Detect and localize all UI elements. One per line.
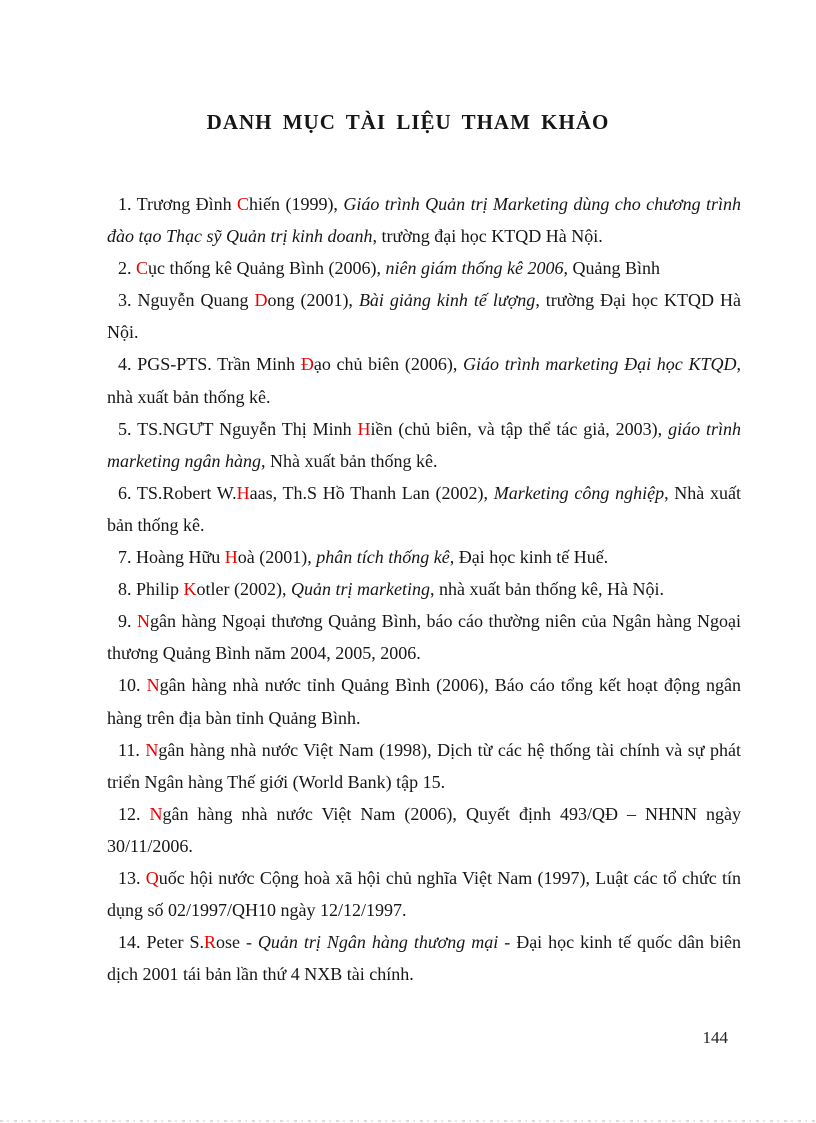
reference-segment: hiến (1999), bbox=[249, 194, 344, 214]
reference-highlight-letter: Đ bbox=[300, 354, 314, 375]
reference-segment: giáo trình marketing ngân hàng bbox=[107, 418, 741, 471]
reference-segment: Giáo trình Quản trị Marketing dùng cho chương trình đào tạo Thạc sỹ Quản trị kinh doanh bbox=[107, 194, 741, 247]
reference-highlight-letter: H bbox=[236, 482, 250, 503]
reference-segment: Marketing công nghiệp bbox=[493, 482, 665, 503]
page-number: 144 bbox=[702, 1028, 728, 1047]
reference-item bbox=[107, 798, 741, 862]
reference-segment: , Nhà xuất bản thống kê. bbox=[107, 482, 741, 535]
reference-highlight-letter: C bbox=[237, 194, 250, 214]
reference-segment: 4. PGS-PTS. Trần Minh bbox=[118, 354, 301, 375]
reference-highlight-letter: K bbox=[183, 579, 197, 600]
scan-artifact-line bbox=[0, 1120, 816, 1122]
reference-highlight-letter: N bbox=[145, 739, 159, 760]
reference-segment: , trường đại học KTQD Hà Nội. bbox=[372, 226, 603, 247]
reference-segment: oà (2001), bbox=[237, 547, 317, 568]
reference-segment: , trường Đại học KTQD Hà Nội. bbox=[107, 290, 741, 343]
reference-segment: 14. Peter S. bbox=[118, 932, 204, 953]
reference-segment: gân hàng nhà nước tỉnh Quảng Bình (2006), Báo cáo tổng kết hoạt động ngân hàng trên địa bàn tỉnh Quảng Bình. bbox=[107, 675, 741, 728]
reference-highlight-letter: D bbox=[254, 290, 268, 311]
reference-segment: 9. bbox=[118, 611, 137, 632]
reference-segment: Quản trị Ngân hàng thương mại bbox=[257, 932, 499, 953]
reference-highlight-letter: R bbox=[203, 932, 216, 953]
reference-item bbox=[107, 605, 741, 669]
reference-segment: gân hàng Ngoại thương Quảng Bình, báo cáo thường niên của Ngân hàng Ngoại thương Quảng Bình năm 2004, 2005, 2006. bbox=[107, 611, 742, 664]
reference-segment: 6. TS.Robert W. bbox=[118, 482, 237, 503]
reference-segment: , Nhà xuất bản thống kê. bbox=[260, 450, 438, 471]
references-list bbox=[107, 188, 741, 990]
reference-segment: 13. bbox=[118, 867, 146, 888]
reference-highlight-letter: Q bbox=[145, 867, 159, 888]
reference-highlight-letter: H bbox=[224, 547, 238, 568]
reference-segment: , nhà xuất bản thống kê. bbox=[107, 354, 741, 407]
reference-segment: , Đại học kinh tế Huế. bbox=[449, 547, 609, 568]
reference-item bbox=[107, 477, 741, 541]
reference-segment: Quản trị marketing bbox=[291, 579, 430, 600]
reference-item bbox=[107, 348, 741, 412]
reference-segment: 10. bbox=[118, 675, 147, 696]
reference-item bbox=[107, 669, 741, 733]
reference-segment: , nhà xuất bản thống kê, Hà Nội. bbox=[430, 579, 664, 600]
reference-segment: ạo chủ biên (2006), bbox=[313, 354, 464, 375]
reference-segment: Giáo trình marketing Đại học KTQD bbox=[463, 354, 737, 375]
reference-highlight-letter: H bbox=[357, 418, 371, 439]
reference-highlight-letter: N bbox=[149, 803, 163, 824]
reference-item bbox=[107, 926, 741, 990]
reference-segment: ose - bbox=[215, 932, 258, 953]
reference-segment: uốc hội nước Cộng hoà xã hội chủ nghĩa Việt Nam (1997), Luật các tổ chức tín dụng số 02/1997/QH10 ngày 12/12/1997. bbox=[107, 867, 741, 921]
reference-item bbox=[107, 252, 741, 284]
page-title: DANH MỤC TÀI LIỆU THAM KHẢO bbox=[206, 110, 610, 134]
reference-item bbox=[107, 734, 741, 798]
reference-item bbox=[107, 541, 741, 573]
reference-item bbox=[107, 188, 741, 252]
reference-segment: 12. bbox=[118, 803, 150, 824]
reference-segment: , Quảng Bình bbox=[563, 258, 660, 279]
reference-segment: - Đại học kinh tế quốc dân biên dịch 2001 tái bản lần thứ 4 NXB tài chính. bbox=[107, 932, 741, 985]
reference-segment: 8. Philip bbox=[118, 579, 184, 600]
reference-segment: 3. Nguyễn Quang bbox=[118, 290, 255, 311]
reference-highlight-letter: N bbox=[146, 675, 160, 696]
reference-segment: 7. Hoàng Hữu bbox=[118, 547, 225, 568]
reference-segment: gân hàng nhà nước Việt Nam (1998), Dịch từ các hệ thống tài chính và sự phát triển Ngân hàng Thế giới (World Bank) tập 15. bbox=[107, 739, 742, 792]
reference-segment: 5. TS.NGƯT Nguyễn Thị Minh bbox=[118, 418, 358, 439]
reference-segment: gân hàng nhà nước Việt Nam (2006), Quyết định 493/QĐ – NHNN ngày 30/11/2006. bbox=[107, 803, 742, 856]
reference-segment: phân tích thống kê bbox=[316, 547, 450, 568]
reference-item bbox=[107, 862, 741, 926]
reference-segment: aas, Th.S Hồ Thanh Lan (2002), bbox=[249, 482, 494, 503]
reference-item bbox=[107, 573, 741, 605]
reference-segment: Bài giảng kinh tế lượng bbox=[358, 290, 536, 311]
reference-segment: 1. Trương Đình bbox=[118, 194, 238, 214]
reference-segment: niên giám thống kê 2006 bbox=[385, 258, 564, 279]
reference-item bbox=[107, 413, 741, 477]
reference-segment: otler (2002), bbox=[196, 579, 291, 600]
reference-segment: 11. bbox=[118, 739, 146, 760]
reference-segment: ục thống kê Quảng Bình (2006), bbox=[148, 258, 386, 279]
reference-highlight-letter: C bbox=[136, 258, 149, 279]
reference-segment: 2. bbox=[118, 258, 136, 279]
reference-segment: iền (chủ biên, và tập thể tác giả, 2003), bbox=[370, 418, 669, 439]
reference-item bbox=[107, 284, 741, 348]
reference-segment: ong (2001), bbox=[267, 290, 359, 311]
reference-highlight-letter: N bbox=[136, 611, 150, 632]
